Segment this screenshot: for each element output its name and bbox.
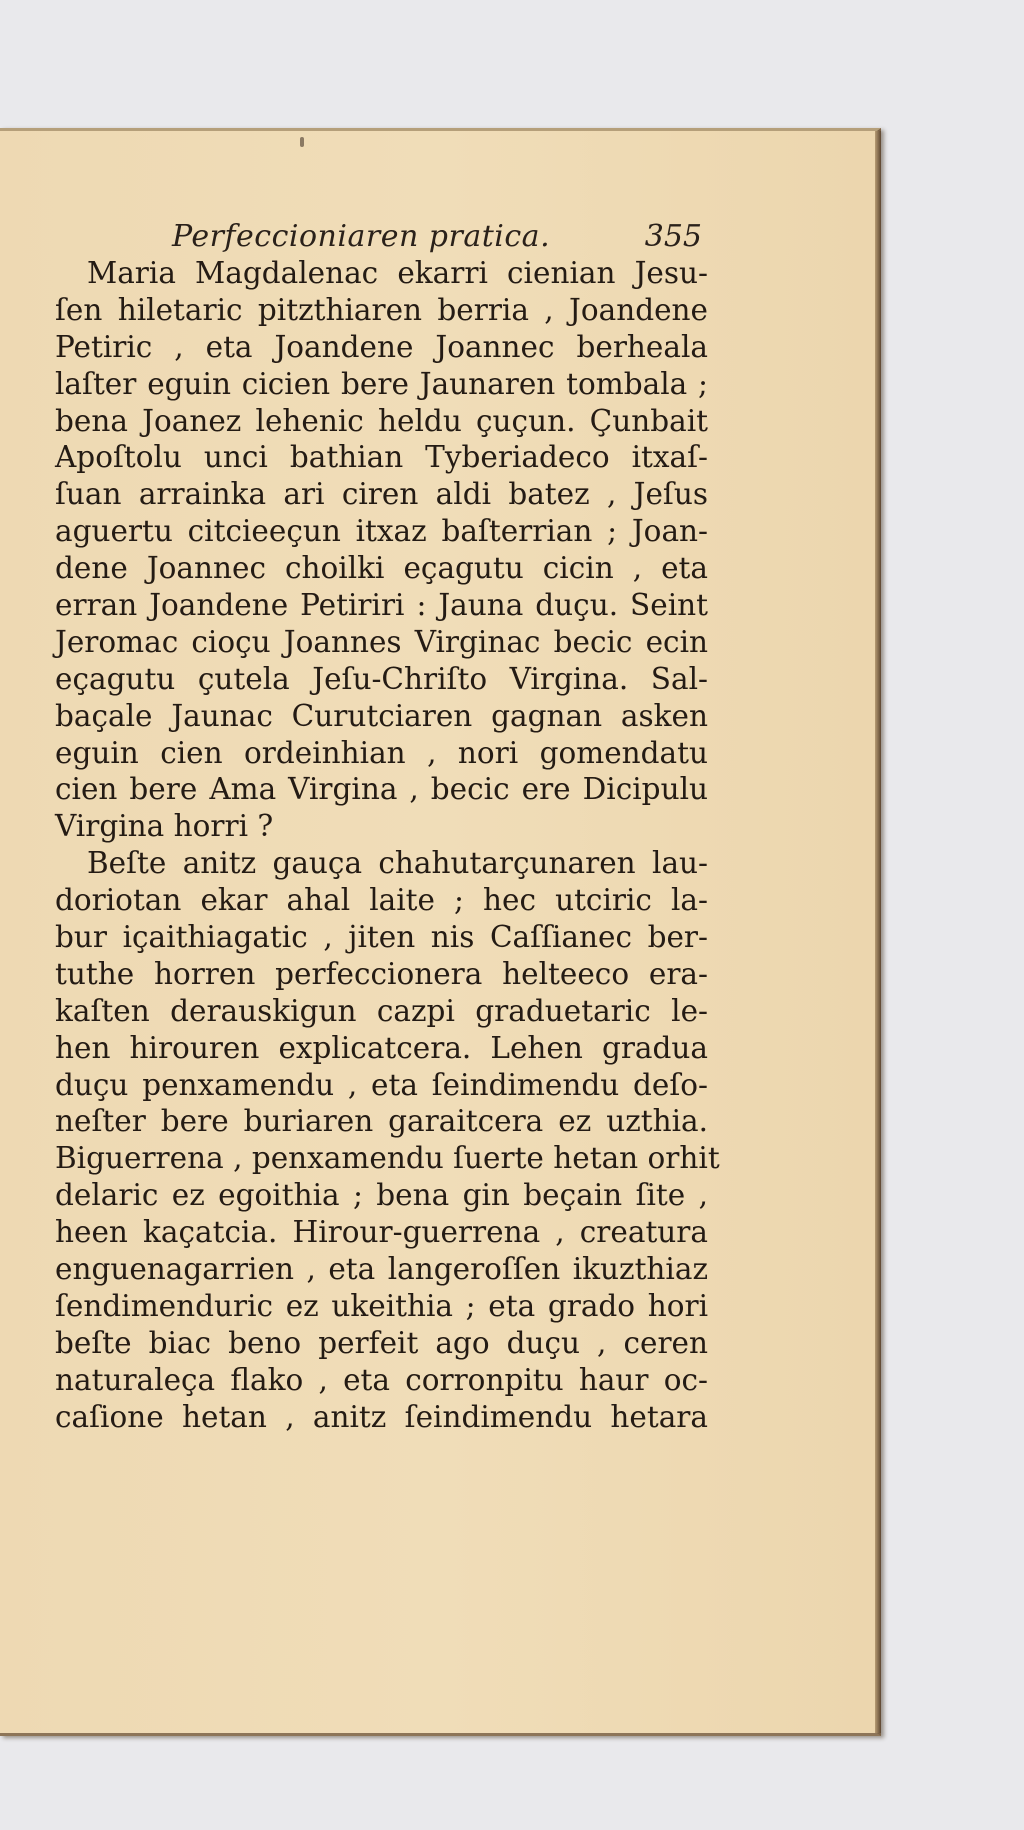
text-line: baçale Jaunac Curutciaren gagnan asken — [55, 698, 708, 733]
text-line: cien bere Ama Virgina , becic ere Dicipulu — [55, 772, 708, 807]
text-line: erran Joandene Petiriri : Jauna duçu. Seint — [55, 588, 708, 623]
text-line: Biguerrena , penxamendu ſuerte hetan orhit — [55, 1141, 720, 1176]
text-line: Petiric , eta Joandene Joannec berheala — [55, 329, 708, 364]
text-line: eguin cien ordeinhian , nori gomendatu — [55, 735, 708, 770]
page-edge — [875, 131, 881, 1733]
running-head-title: Perfeccioniaren pratica. — [172, 219, 551, 254]
text-line: duçu penxamendu , eta ſeindimendu deſo- — [55, 1067, 708, 1102]
text-line: bena Joanez lehenic heldu çuçun. Çunbait — [55, 403, 708, 438]
text-line: naturaleça flako , eta corronpitu haur oc- — [55, 1362, 708, 1397]
page-number: 355 — [644, 219, 702, 254]
text-line: hen hirouren explicatcera. Lehen gradua — [55, 1030, 708, 1065]
text-line: Apoſtolu unci bathian Tyberiadeco itxaſ- — [55, 440, 708, 475]
text-line: beſte biac beno perfeit ago duçu , ceren — [55, 1325, 708, 1360]
text-line: enguenagarrien , eta langeroſſen ikuzthiaz — [55, 1252, 708, 1287]
text-line: doriotan ekar ahal laite ; hec utciric la- — [55, 883, 708, 918]
text-line: caſione hetan , anitz ſeindimendu hetara — [55, 1399, 708, 1434]
text-line: dene Joannec choilki eçagutu cicin , eta — [55, 551, 708, 586]
text-line: Jeromac cioçu Joannes Virginac becic ecin — [55, 624, 708, 659]
body-text — [55, 255, 720, 1436]
text-line: eçagutu çutela Jeſu-Chriſto Virgina. Sal- — [55, 661, 708, 696]
text-line: ſendimenduric ez ukeithia ; eta grado hori — [55, 1288, 708, 1323]
text-line: laſter eguin cicien bere Jaunaren tombala ; — [55, 366, 708, 401]
text-line: ſuan arrainka ari ciren aldi batez , Jeſus — [55, 477, 708, 512]
text-line: aguertu citcieeçun itxaz baſterrian ; Joan- — [55, 514, 708, 549]
text-line: ſen hiletaric pitzthiaren berria , Joandene — [55, 292, 708, 327]
text-line: heen kaçatcia. Hirour-guerrena , creatura — [55, 1215, 708, 1250]
page-blemish — [300, 137, 304, 147]
text-line: Beſte anitz gauça chahutarçunaren lau- — [87, 846, 708, 881]
text-line: bur içaithiagatic , jiten nis Caſſianec ber- — [55, 920, 708, 955]
text-line: kaſten derauskigun cazpi graduetaric le- — [55, 993, 708, 1028]
text-line: Maria Magdalenac ekarri cienian Jesu- — [87, 256, 708, 290]
text-line: neſter bere buriaren garaitcera ez uzthia. — [55, 1104, 708, 1139]
book-page — [0, 128, 881, 1736]
text-line: delaric ez egoithia ; bena gin beçain ſite , — [55, 1178, 708, 1213]
text-line: tuthe horren perfeccionera helteeco era- — [55, 956, 708, 991]
text-line: Virgina horri ? — [55, 809, 274, 844]
